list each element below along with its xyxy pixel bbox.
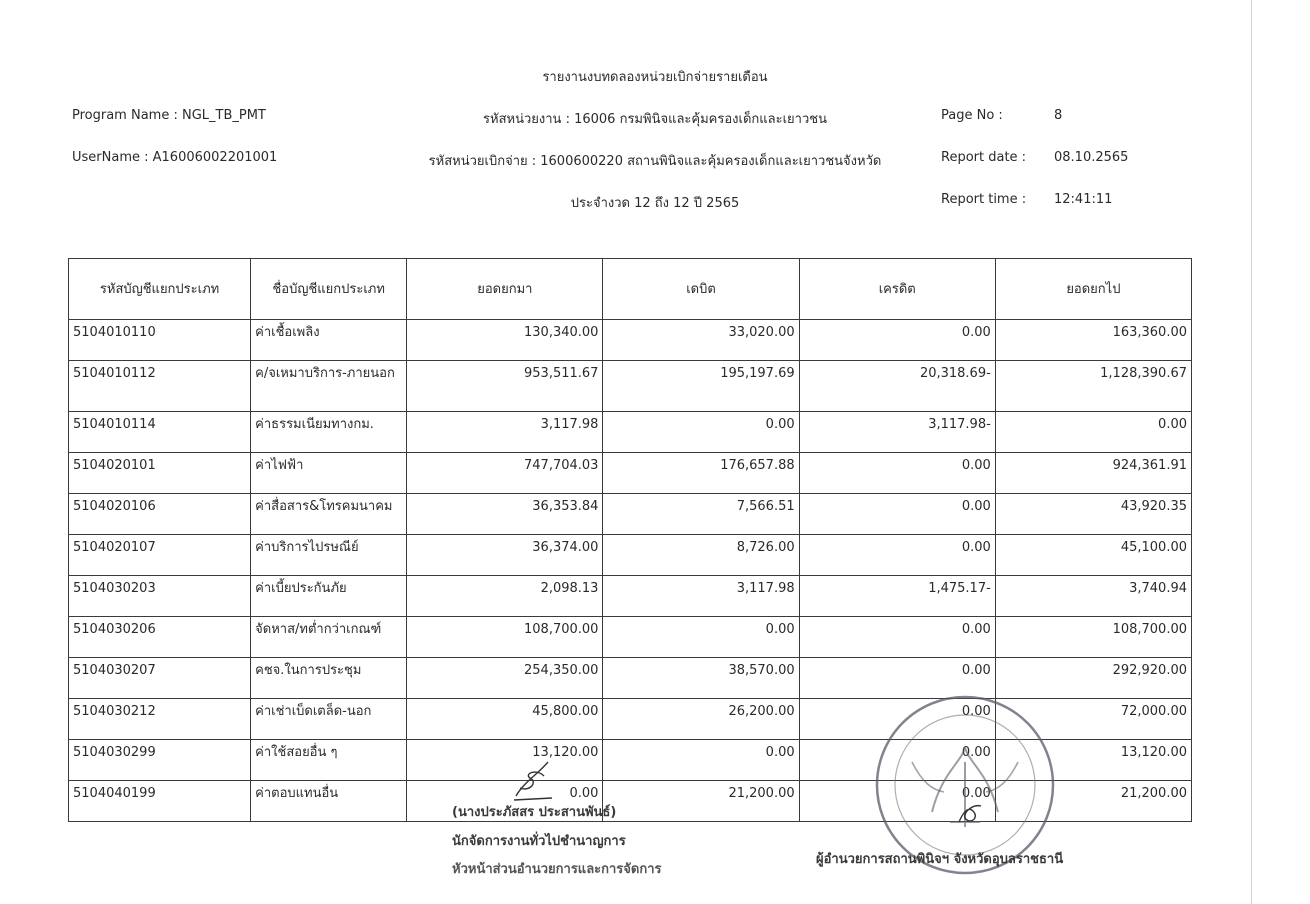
debit: 195,197.69 [603, 361, 799, 412]
closing-balance: 72,000.00 [995, 699, 1191, 740]
account-name: จัดหาส/ทต่ำกว่าเกณฑ์ [251, 617, 407, 658]
table-header-row [69, 259, 1192, 320]
director-title: ผู้อำนวยการสถานพินิจฯ จังหวัดอุบลราชธานี [816, 852, 1064, 867]
account-name: ค่าธรรมเนียมทางกม. [251, 412, 407, 453]
opening-balance: 36,374.00 [407, 535, 603, 576]
account-code: 5104040199 [69, 781, 251, 822]
opening-balance: 747,704.03 [407, 453, 603, 494]
account-code: 5104020107 [69, 535, 251, 576]
signatory-department: หัวหน้าส่วนอำนวยการและการจัดการ [452, 862, 662, 877]
account-name: ค่าสื่อสาร&โทรคมนาคม [251, 494, 407, 535]
page-no-label: Page No : [941, 108, 1003, 123]
header-account-name: ชื่อบัญชีแยกประเภท [251, 259, 407, 320]
account-name: ค่าเช่าเบ็ดเตล็ด-นอก [251, 699, 407, 740]
opening-balance: 130,340.00 [407, 320, 603, 361]
table-row [69, 494, 1192, 535]
account-name: คชจ.ในการประชุม [251, 658, 407, 699]
account-name: ค่าเชื้อเพลิง [251, 320, 407, 361]
credit: 1,475.17- [799, 576, 995, 617]
debit: 8,726.00 [603, 535, 799, 576]
account-code: 5104030212 [69, 699, 251, 740]
opening-balance: 2,098.13 [407, 576, 603, 617]
opening-balance: 3,117.98 [407, 412, 603, 453]
closing-balance: 0.00 [995, 412, 1191, 453]
report-date-label: Report date : [941, 150, 1027, 165]
signatory-name: (นางประภัสสร ประสานพันธ์) [452, 805, 617, 820]
opening-balance: 36,353.84 [407, 494, 603, 535]
closing-balance: 45,100.00 [995, 535, 1191, 576]
table-row [69, 361, 1192, 412]
closing-balance: 292,920.00 [995, 658, 1191, 699]
account-name: ค่าเบี้ยประกันภัย [251, 576, 407, 617]
credit: 0.00 [799, 320, 995, 361]
handwritten-signature [508, 752, 558, 802]
debit: 26,200.00 [603, 699, 799, 740]
closing-balance: 108,700.00 [995, 617, 1191, 658]
account-name: ค่าไฟฟ้า [251, 453, 407, 494]
opening-balance: 45,800.00 [407, 699, 603, 740]
table-row [69, 576, 1192, 617]
account-code: 5104020101 [69, 453, 251, 494]
header-closing-balance: ยอดยกไป [995, 259, 1191, 320]
report-time-label: Report time : [941, 192, 1027, 207]
account-code: 5104030203 [69, 576, 251, 617]
credit: 0.00 [799, 781, 995, 822]
account-code: 5104030206 [69, 617, 251, 658]
credit: 20,318.69- [799, 361, 995, 412]
credit: 0.00 [799, 453, 995, 494]
closing-balance: 13,120.00 [995, 740, 1191, 781]
table-row [69, 535, 1192, 576]
credit: 3,117.98- [799, 412, 995, 453]
account-code: 5104010114 [69, 412, 251, 453]
opening-balance: 953,511.67 [407, 361, 603, 412]
closing-balance: 163,360.00 [995, 320, 1191, 361]
report-title: รายงานงบทดลองหน่วยเบิกจ่ายรายเดือน [542, 70, 768, 85]
debit: 3,117.98 [603, 576, 799, 617]
header-opening-balance: ยอดยกมา [407, 259, 603, 320]
table-row [69, 320, 1192, 361]
account-name: ค่าตอบแทนอื่น [251, 781, 407, 822]
closing-balance: 1,128,390.67 [995, 361, 1191, 412]
credit: 0.00 [799, 535, 995, 576]
debit: 0.00 [603, 412, 799, 453]
signatory-position: นักจัดการงานทั่วไปชำนาญการ [452, 834, 626, 849]
disbursement-unit: รหัสหน่วยเบิกจ่าย : 1600600220 สถานพินิจและคุ้มครองเด็กและเยาวชนจังหวัด [428, 154, 882, 169]
debit: 21,200.00 [603, 781, 799, 822]
header-account-code: รหัสบัญชีแยกประเภท [69, 259, 251, 320]
credit: 0.00 [799, 699, 995, 740]
credit: 0.00 [799, 494, 995, 535]
account-code: 5104030299 [69, 740, 251, 781]
table-row [69, 412, 1192, 453]
account-name: ค/จเหมาบริการ-ภายนอก [251, 361, 407, 412]
header-debit: เดบิต [603, 259, 799, 320]
user-name: UserName : A16006002201001 [72, 150, 278, 165]
credit: 0.00 [799, 740, 995, 781]
agency-code: รหัสหน่วยงาน : 16006 กรมพินิจและคุ้มครองเด็กและเยาวชน [483, 112, 827, 127]
table-row [69, 617, 1192, 658]
closing-balance: 3,740.94 [995, 576, 1191, 617]
closing-balance: 43,920.35 [995, 494, 1191, 535]
account-name: ค่าบริการไปรษณีย์ [251, 535, 407, 576]
closing-balance: 21,200.00 [995, 781, 1191, 822]
debit: 176,657.88 [603, 453, 799, 494]
report-time-value: 12:41:11 [1054, 192, 1113, 207]
debit: 7,566.51 [603, 494, 799, 535]
opening-balance: 254,350.00 [407, 658, 603, 699]
opening-balance: 13,120.00 [407, 740, 603, 781]
page-no-value: 8 [1054, 108, 1063, 123]
credit: 0.00 [799, 658, 995, 699]
account-code: 5104020106 [69, 494, 251, 535]
opening-balance: 0.00 [407, 781, 603, 822]
debit: 0.00 [603, 740, 799, 781]
closing-balance: 924,361.91 [995, 453, 1191, 494]
report-date-value: 08.10.2565 [1054, 150, 1129, 165]
table-row [69, 453, 1192, 494]
header-credit: เครดิต [799, 259, 995, 320]
report-period: ประจำงวด 12 ถึง 12 ปี 2565 [570, 196, 740, 211]
debit: 0.00 [603, 617, 799, 658]
account-code: 5104010110 [69, 320, 251, 361]
program-name: Program Name : NGL_TB_PMT [72, 108, 266, 123]
debit: 33,020.00 [603, 320, 799, 361]
account-code: 5104010112 [69, 361, 251, 412]
credit: 0.00 [799, 617, 995, 658]
director-signature [955, 800, 985, 828]
page-edge-line [1251, 0, 1252, 904]
account-name: ค่าใช้สอยอื่น ๆ [251, 740, 407, 781]
opening-balance: 108,700.00 [407, 617, 603, 658]
debit: 38,570.00 [603, 658, 799, 699]
account-code: 5104030207 [69, 658, 251, 699]
